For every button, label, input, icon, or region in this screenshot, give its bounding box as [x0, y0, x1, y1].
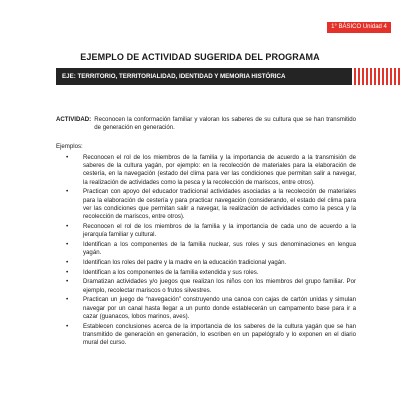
- stripe: [374, 68, 376, 85]
- list-item: • Identifican a los componentes de la familia nuclear, sus roles y sus denominaciones en lengua yagán.: [56, 241, 356, 258]
- stripe: [370, 68, 372, 85]
- stripe: [362, 68, 364, 85]
- stripe: [358, 68, 360, 85]
- activity-content: [56, 116, 356, 349]
- stripe: [394, 68, 396, 85]
- stripe: [382, 68, 384, 85]
- list-item: • Reconocen el rol de los miembros de la familia y la importancia de acuerdo a la transmisión de saberes de la cultura yagán, por ejemplo: en la recolección de materiales para la elaboración de cestería, en la navegación (estado del clima para ver las condiciones que permitan salir a navegar, la realización de actividades como la pesca y la recolección de mariscos, entre otros).: [56, 154, 356, 187]
- grade-unit-badge: 1° BÁSICO Unidad 4: [327, 22, 391, 33]
- eje-banner: EJE: TERRITORIO, TERRITORIALIDAD, IDENTIDAD Y MEMORIA HISTÓRICA: [56, 68, 352, 85]
- list-item: • Dramatizan actividades y/o juegos que realizan los niños con los miembros del grupo familiar. Por ejemplo, recolectar mariscos o frutos silvestres.: [56, 278, 356, 295]
- examples-list: [56, 154, 356, 348]
- list-item: • Identifican los roles del padre y la madre en la educación tradicional yagán.: [56, 259, 356, 267]
- document-title: EJEMPLO DE ACTIVIDAD SUGERIDA DEL PROGRAMA: [80, 52, 320, 62]
- badge-spacer: [391, 22, 400, 33]
- stripe: [386, 68, 388, 85]
- stripe: [366, 68, 368, 85]
- list-item: • Identifican a los componentes de la familia extendida y sus roles.: [56, 269, 356, 277]
- stripe: [390, 68, 392, 85]
- decorative-stripes: [352, 68, 400, 85]
- stripe: [354, 68, 356, 85]
- list-item: • Practican con apoyo del educador tradicional actividades asociadas a la recolección de materiales para la elaboración de cestería y para practicar navegación (considerando, el estado del clima para ver las condiciones que permitan salir a navegar, la realización de actividades como la pesca y la recolección de mariscos, entre otros).: [56, 188, 356, 221]
- examples-label: Ejemplos:: [56, 142, 83, 150]
- stripe: [378, 68, 380, 85]
- list-item: • Reconocen el rol de los miembros de la familia y la importancia de cada uno de acuerdo a la jerarquía familiar y cultural.: [56, 223, 356, 240]
- activity-text: Reconocen la conformación familiar y valoran los saberes de su cultura que se han transmitido de generación en generación.: [94, 116, 356, 132]
- activity-statement: [56, 116, 356, 133]
- activity-label: ACTIVIDAD:: [56, 116, 92, 123]
- list-item: • Establecen conclusiones acerca de la importancia de los saberes de la cultura yagán que se han transmitido de generación en generación, lo escriben en un papelógrafo y lo exponen en el diario mural del curso.: [56, 323, 356, 348]
- list-item: • Practican un juego de “navegación” construyendo una canoa con cajas de cartón unidas y simulan navegar por un canal hasta llegar a un punto donde establecerán un campamento base para ir a cazar (guanacos, lobos marinos, aves).: [56, 296, 356, 321]
